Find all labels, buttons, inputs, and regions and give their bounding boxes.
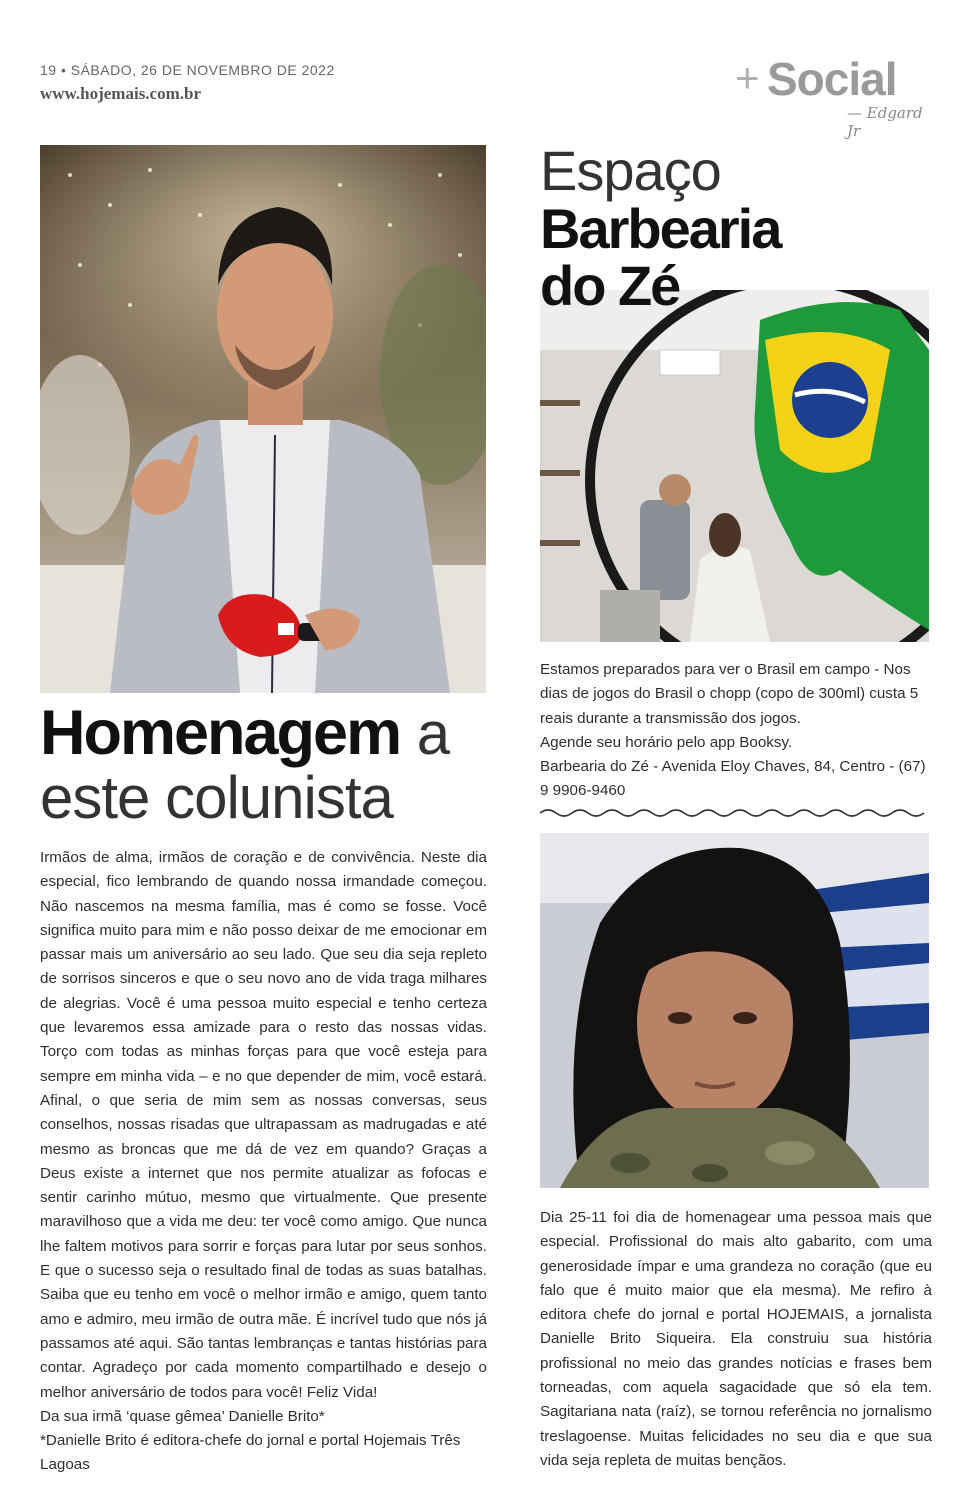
barbershop-kicker: Espaço: [540, 139, 721, 202]
barbershop-title: [540, 197, 781, 318]
article-signoff: Da sua irmã ‘quase gêmea’ Danielle Brito*: [40, 1407, 325, 1425]
barbershop-paragraph: Agende seu horário pelo app Booksy.: [540, 733, 793, 751]
section-divider: [540, 806, 930, 820]
column-brand: [735, 52, 930, 140]
barbershop-title-line2: do Zé: [540, 254, 680, 318]
tribute-text: Dia 25-11 foi dia de homenagear uma pessoa mais que especial. Profissional do mais alto gabarito, com uma generosidade ímpar e uma grandeza no coração (que eu falo que é muito maior que ela mesma). Me refiro à editora chefe do jornal e portal HOJEMAIS, a jornalista Danielle Brito Siqueira. Ela construiu sua história profissional no meio das grandes notícias e frases bem torneadas, com aquela sagacidade que só ela tem. Sagitariana nata (raíz), se tornou referência no jornalismo treslagoense. Muitas felicidades no seu dia e que sua vida seja repleta de muitas bençãos.: [540, 1209, 932, 1469]
barbershop-title-line1: Barbearia: [540, 197, 781, 260]
columnist-photo: [40, 145, 486, 693]
article-paragraph: Irmãos de alma, irmãos de coração e de convivência. Neste dia especial, fico lembrando de quando nossa irmandade começou. Não nascemos na mesma família, mas é como se fosse. Você significa muito para mim e não posso deixar de me emocionar em passar mais um aniversário ao seu lado. Que seu dia seja repleto de sorrisos sinceros e que o seu novo ano de vida traga milhares de alegrias. Você é uma pessoa muito especial e tenho certeza que levaremos essa amizade para o resto das nossas vidas. Torço com todas as minhas forças para que você esteja para sempre em minha vida – e no que depender de mim, você estará. Afinal, o que seria de mim sem as nossas conversas, seus conselhos, nossas risadas que ultrapassam as madrugadas e até mesmo as broncas que me dá de vez em quando? Graças a Deus existe a internet que nos permite atualizar as fofocas e sentir carinho mútuo, mesmo que virtualmente. Que presente maravilhoso que a vida me deu: ter você como amigo. Que nunca lhe faltem motivos para sorrir e forças para lutar por seus sonhos. E que o sucesso seja o resultado final de todas as suas batalhas. Saiba que eu tenho em você o melhor irmão e amigo, quem tanto amo e admiro, meu irmão de outra mãe. É incrível tudo que nós já passamos até aqui. São tantas lembranças e tantas histórias para contar. Agradeço por cada momento compartilhado e desejo o melhor aniversário de todos para você! Feliz Vida!: [40, 849, 487, 1401]
article-body: [40, 846, 487, 1478]
barbershop-text: [540, 658, 932, 804]
barbershop-address: Barbearia do Zé - Avenida Eloy Chaves, 84, Centro - (67) 9 9906-9460: [540, 758, 926, 800]
website-url[interactable]: www.hojemais.com.br: [40, 84, 202, 103]
article-title-line2: este colunista: [40, 764, 393, 831]
brand-wordmark: Social: [767, 53, 897, 105]
brand-plus-sign: +: [735, 54, 760, 101]
page-date-line: 19 • SÁBADO, 26 DE NOVEMBRO DE 2022: [40, 62, 335, 78]
article-title-strong: Homenagem: [40, 698, 401, 768]
article-title-light: a: [400, 700, 451, 767]
barbershop-photo: [540, 290, 929, 642]
editor-portrait: [540, 833, 929, 1188]
brand-signature: — Edgard Jr: [847, 104, 923, 140]
barbershop-paragraph: Estamos preparados para ver o Brasil em campo - Nos dias de jogos do Brasil o chopp (copo de 300ml) custa 5 reais durante a transmissão dos jogos.: [540, 661, 919, 727]
article-footnote: *Danielle Brito é editora-chefe do jornal e portal Hojemais Três Lagoas: [40, 1432, 461, 1474]
article-title: [40, 698, 451, 768]
